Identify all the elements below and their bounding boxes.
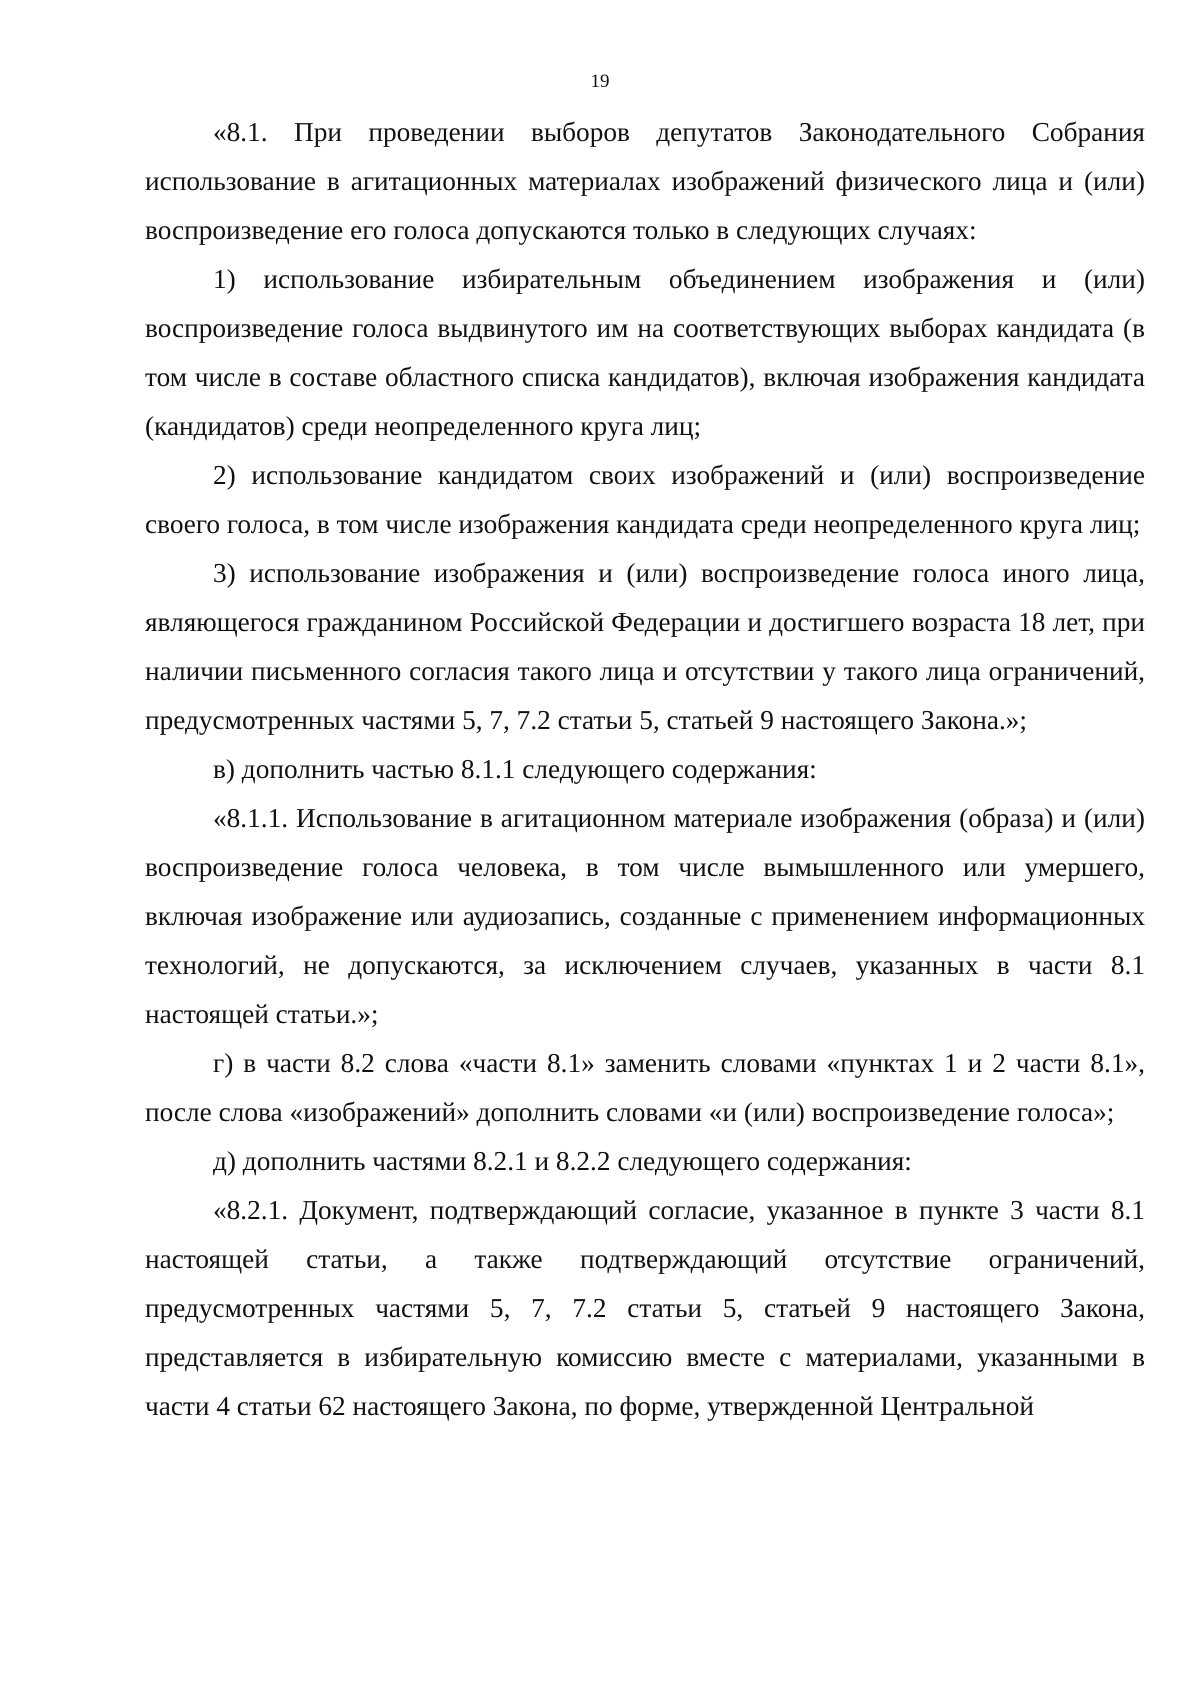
paragraph-8-1-intro: «8.1. При проведении выборов депутатов Законодательного Собрания использование в агитационных материалах изображений физического лица и (или) воспроизведение его голоса допускаются только в следующих случаях: <box>145 117 1145 245</box>
page-number: 19 <box>590 71 610 92</box>
paragraph-item-1: 1) использование избирательным объединением изображения и (или) воспроизведение голоса выдвинутого им на соответствующих выборах кандидата (в том числе в составе областного списка кандидатов), включая изображения кандидата (кандидатов) среди неопределенного круга лиц; <box>145 264 1145 441</box>
paragraph-item-3: 3) использование изображения и (или) воспроизведение голоса иного лица, являющегося гражданином Российской Федерации и достигшего возраста 18 лет, при наличии письменного согласия такого лица и отсутствии у такого лица ограничений, предусмотренных частями 5, 7, 7.2 статьи 5, статьей 9 настоящего Закона.»; <box>145 558 1145 735</box>
paragraph-amendment-v: в) дополнить частью 8.1.1 следующего содержания: <box>213 754 817 784</box>
paragraph-8-2-1: «8.2.1. Документ, подтверждающий согласие, указанное в пункте 3 части 8.1 настоящей статьи, а также подтверждающий отсутствие ограничений, предусмотренных частями 5, 7, 7.2 статьи 5, статьей 9 настоящего Закона, представляется в избирательную комиссию вместе с материалами, указанными в части 4 статьи 62 настоящего Закона, по форме, утвержденной Центральной <box>145 1195 1145 1421</box>
paragraph-amendment-g: г) в части 8.2 слова «части 8.1» заменить словами «пунктах 1 и 2 части 8.1», после слова «изображений» дополнить словами «и (или) воспроизведение голоса»; <box>145 1048 1145 1127</box>
paragraph-item-2: 2) использование кандидатом своих изображений и (или) воспроизведение своего голоса, в том числе изображения кандидата среди неопределенного круга лиц; <box>145 460 1145 539</box>
paragraph-amendment-d: д) дополнить частями 8.2.1 и 8.2.2 следующего содержания: <box>213 1146 912 1176</box>
paragraph-8-1-1: «8.1.1. Использование в агитационном материале изображения (образа) и (или) воспроизведение голоса человека, в том числе вымышленного или умершего, включая изображение или аудиозапись, созданные с применением информационных технологий, не допускаются, за исключением случаев, указанных в части 8.1 настоящей статьи.»; <box>145 803 1145 1029</box>
document-body <box>145 108 1145 1431</box>
